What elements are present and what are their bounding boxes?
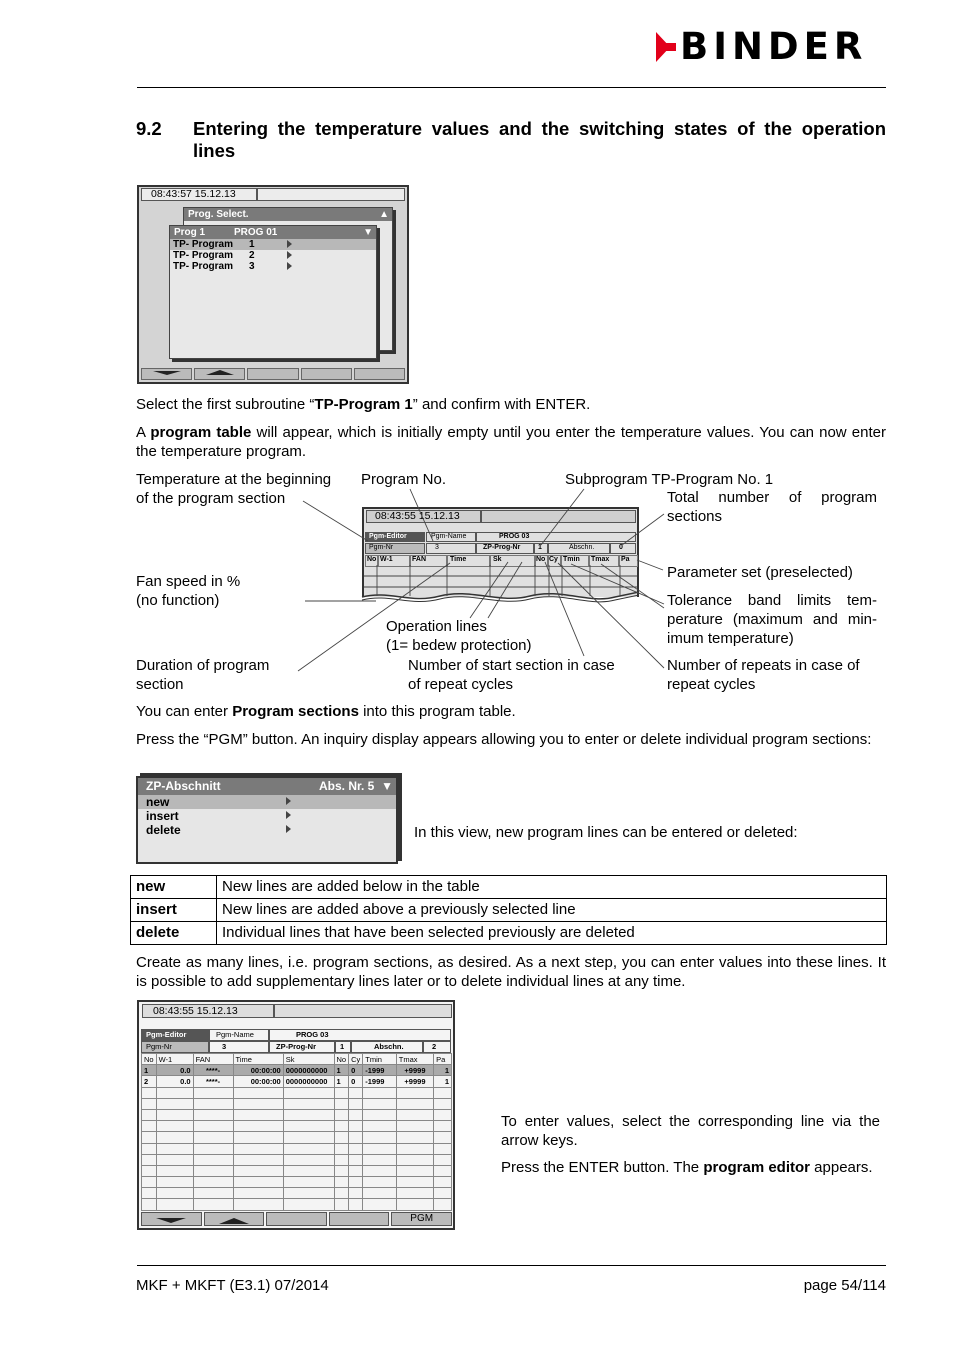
zp-item-delete[interactable]: delete (138, 823, 396, 837)
pgm-button[interactable]: PGM (391, 1212, 452, 1226)
para-create-lines: Create as many lines, i.e. program sections, as desired. As a next step, you can enter values into these lines. It is possible to add supplementary lines later or to delete individual lines at any time. (136, 954, 886, 990)
editor-softkey-bar (141, 1212, 452, 1226)
annot-temp-begin: Temperature at the beginning of the program section (136, 471, 332, 507)
para-pgm-button: Press the “PGM” button. An inquiry display appears allowing you to enter or delete individual program sections: (136, 731, 872, 748)
table-header-row: No W-1 FAN Time Sk No Cy Tmin Tmax Pa (142, 1054, 452, 1065)
annot-startsec: Number of start section in case of repeat cycles (408, 657, 615, 693)
footer-page-number: page 54/114 (803, 1277, 886, 1294)
pgm-name-label: Pgm-Name (209, 1029, 269, 1041)
table-row[interactable] (142, 1199, 452, 1210)
mini-absch-value: 0 (610, 543, 636, 554)
para-select-line: To enter values, select the corresponding line via the arrow keys. (501, 1113, 880, 1149)
arrow-up-icon (219, 1216, 249, 1226)
annot-oplines: Operation lines (1= bedew protection) (386, 618, 532, 654)
para-enter-sections: You can enter Program sections into this program table. (136, 703, 516, 720)
footer-rule (137, 1265, 886, 1266)
prog-list-title: Prog 1 (174, 227, 206, 238)
zp-item-insert[interactable]: insert (138, 809, 396, 823)
table-row[interactable] (142, 1143, 452, 1154)
zp-item-new[interactable]: new (138, 795, 396, 809)
submenu-arrow-icon (286, 797, 291, 805)
para-program-table: A program table will appear, which is initially empty until you enter the temperature values. You can now enter the temperature program. (136, 424, 886, 460)
table-row[interactable] (142, 1087, 452, 1098)
mini-zp-value: 1 (534, 543, 548, 554)
mini-zp-label: ZP-Prog-Nr (476, 543, 534, 554)
list-item[interactable]: TP- Program 2 (170, 250, 376, 261)
zp-prog-value: 1 (335, 1041, 351, 1053)
arrow-down-icon (156, 1216, 186, 1226)
mini-absch-label: Abschn. (548, 543, 610, 554)
table-row: delete Individual lines that have been selected previously are deleted (131, 922, 887, 945)
table-row[interactable] (142, 1165, 452, 1176)
pgm-nr-label: Pgm-Nr (141, 1041, 209, 1053)
table-row[interactable]: 2 0.0 ****- 00:00:00 0000000000 1 0 -1999 +9999 1 (142, 1076, 452, 1087)
table-row: new New lines are added below in the table (131, 876, 887, 899)
logo-text: BINDER (680, 25, 868, 68)
zp-abschnitt-window (136, 776, 398, 864)
section-title: Entering the temperature values and the switching states of the operation lines (193, 118, 886, 161)
mini-column-headers: No W-1 FAN Time Sk No Cy Tmin Tmax Pa (365, 555, 638, 567)
program-sections-table (141, 1053, 452, 1211)
table-row: insert New lines are added above a previously selected line (131, 899, 887, 922)
softkey-up[interactable] (204, 1212, 265, 1226)
pgm-nr-value: 3 (209, 1041, 269, 1053)
submenu-arrow-icon (286, 825, 291, 833)
annot-tolerance: Tolerance band limits tem- perature (maximum and min- imum temperature) (667, 592, 877, 647)
list-item[interactable]: TP- Program 1 (170, 239, 376, 250)
editor-clock: 08:43:55 15.12.13 (142, 1004, 274, 1018)
mini-pgm-name-label: Pgm-Name (426, 532, 476, 542)
annot-subprogram: Subprogram TP-Program No. 1 (565, 471, 774, 488)
table-row[interactable] (142, 1109, 452, 1120)
table-row[interactable] (142, 1132, 452, 1143)
absch-label: Abschn. (351, 1041, 423, 1053)
zp-prog-label: ZP-Prog-Nr (269, 1041, 335, 1053)
table-row[interactable] (142, 1121, 452, 1132)
scroll-down-icon: ▼ (381, 779, 393, 793)
annot-fan: Fan speed in % (no function) (136, 573, 241, 609)
annot-paramset: Parameter set (preselected) (667, 564, 853, 581)
prog-name: PROG 03 (269, 1029, 451, 1041)
annot-total: Total number of program sections (667, 489, 877, 525)
softkey-down[interactable] (141, 1212, 202, 1226)
mini-editor-label: Pgm-Editor (365, 532, 425, 542)
submenu-arrow-icon (286, 811, 291, 819)
section-number: 9.2 (136, 118, 162, 139)
table-row[interactable] (142, 1177, 452, 1188)
annot-program-no: Program No. (361, 471, 447, 488)
program-editor-screen (137, 1000, 455, 1230)
mini-clock: 08:43:55 15.12.13 (366, 510, 481, 523)
mini-pgm-nr-value: 3 (426, 543, 476, 554)
zp-title-value: Abs. Nr. 5 (319, 779, 375, 793)
screen-clock: 08:43:57 15.12.13 (141, 188, 257, 201)
annot-repeats: Number of repeats in case of repeat cycles (667, 657, 860, 693)
para-select: Select the first subroutine “TP-Program 1” and confirm with ENTER. (136, 396, 591, 413)
mini-pgm-nr-label: Pgm-Nr (365, 543, 425, 554)
table-row[interactable]: 1 0.0 ****- 00:00:00 0000000000 1 0 -1999 +9999 1 (142, 1065, 452, 1076)
list-item[interactable]: TP- Program 3 (170, 261, 376, 272)
absch-value: 2 (423, 1041, 451, 1053)
zp-title: ZP-Abschnitt (146, 779, 221, 793)
table-row[interactable] (142, 1154, 452, 1165)
annot-duration: Duration of program section (136, 657, 270, 693)
prog-select-title: Prog. Select. (188, 209, 249, 220)
scroll-up-icon: ▲ (379, 209, 389, 220)
editor-label: Pgm-Editor (141, 1029, 209, 1041)
table-row[interactable] (142, 1188, 452, 1199)
prog-list-title-value: PROG 01 (234, 227, 278, 238)
footer-doc-id: MKF + MKFT (E3.1) 07/2014 (136, 1277, 329, 1294)
scroll-down-icon: ▼ (363, 227, 373, 238)
softkey-4[interactable] (329, 1212, 390, 1226)
options-table (130, 875, 887, 945)
mini-prog-name: PROG 03 (476, 532, 636, 542)
para-view: In this view, new program lines can be entered or deleted: (414, 824, 798, 841)
para-press-enter: Press the ENTER button. The program editor appears. (501, 1159, 873, 1176)
table-row[interactable] (142, 1098, 452, 1109)
softkey-3[interactable] (266, 1212, 327, 1226)
